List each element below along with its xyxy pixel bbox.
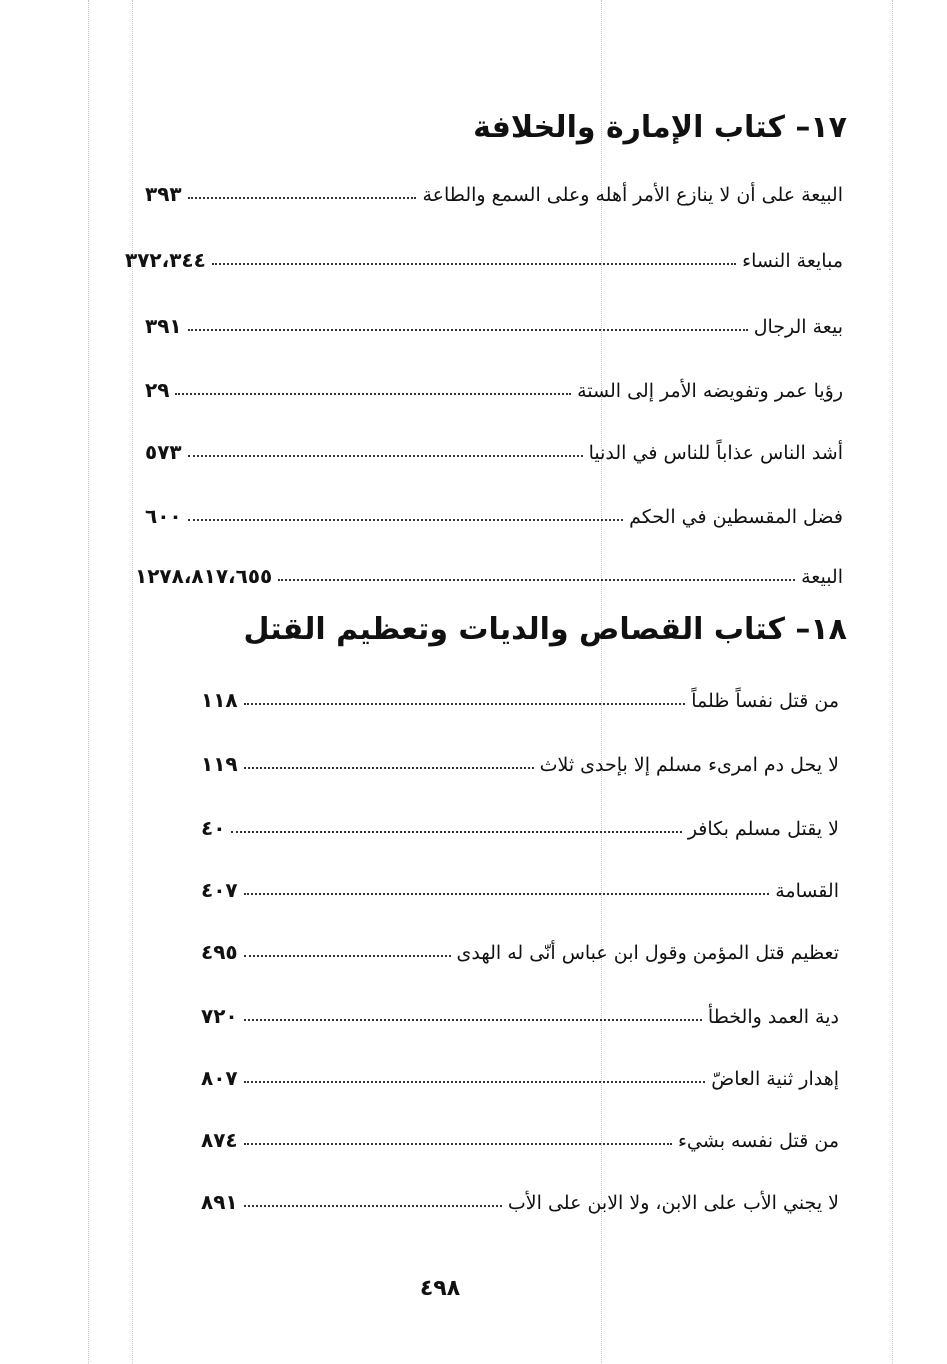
entry-pages: ٨٩١ (201, 1190, 238, 1214)
dot-leader (244, 703, 686, 705)
index-entry (199, 1116, 839, 1152)
dot-leader (244, 893, 770, 895)
index-entry (199, 1178, 839, 1214)
entry-title: تعظيم قتل المؤمن وقول ابن عباس أنّى له الهدى (456, 942, 839, 964)
index-entry (143, 366, 843, 402)
index-entry (143, 170, 843, 206)
dot-leader (244, 1019, 702, 1021)
entry-pages: ٤٩٥ (201, 940, 238, 964)
dot-leader (212, 263, 736, 265)
index-entry (143, 302, 843, 338)
entry-title: القسامة (775, 880, 839, 902)
entry-pages: ٤٠ (201, 816, 226, 840)
entry-title: لا يجني الأب على الابن، ولا الابن على الأب (507, 1192, 839, 1214)
dot-leader (175, 393, 571, 395)
index-entry (199, 992, 839, 1028)
entry-pages: ٨٧٤ (201, 1128, 238, 1152)
index-entry (133, 552, 843, 588)
dot-leader (244, 1143, 672, 1145)
entry-pages: ١٢٧٨،٨١٧،٦٥٥ (135, 564, 273, 588)
dot-leader (278, 579, 795, 581)
index-entry (199, 866, 839, 902)
dot-leader (244, 1205, 502, 1207)
entry-title: البيعة (801, 566, 843, 588)
entry-pages: ٣٧٢،٣٤٤ (125, 248, 206, 272)
entry-pages: ١١٩ (201, 752, 238, 776)
entry-pages: ١١٨ (201, 688, 238, 712)
entry-pages: ٣٩١ (145, 314, 182, 338)
index-entry (199, 676, 839, 712)
index-entry (143, 428, 843, 464)
index-entry (199, 740, 839, 776)
dot-leader (231, 831, 681, 833)
entry-pages: ٤٠٧ (201, 878, 238, 902)
entry-pages: ٣٩٣ (145, 182, 182, 206)
entry-title: إهدار ثنية العاضّ (711, 1068, 839, 1090)
index-entry (143, 492, 843, 528)
dot-leader (244, 767, 534, 769)
index-entry (199, 928, 839, 964)
entry-pages: ٥٧٣ (145, 440, 182, 464)
entry-pages: ٨٠٧ (201, 1066, 238, 1090)
dot-leader (244, 955, 451, 957)
entry-pages: ٦٠٠ (145, 504, 182, 528)
entry-title: لا يحل دم امرىء مسلم إلا بإحدى ثلاث (539, 754, 839, 776)
dot-leader (244, 1081, 706, 1083)
index-entry (199, 1054, 839, 1090)
entry-title: فضل المقسطين في الحكم (629, 506, 843, 528)
dot-leader (188, 329, 748, 331)
entry-title: لا يقتل مسلم بكافر (687, 818, 839, 840)
entry-title: من قتل نفساً ظلماً (691, 690, 839, 712)
entry-title: رؤيا عمر وتفويضه الأمر إلى الستة (577, 380, 843, 402)
entry-title: من قتل نفسه بشيء (677, 1130, 839, 1152)
index-entry (199, 804, 839, 840)
section-heading: ١٧– كتاب الإمارة والخلافة (473, 110, 847, 145)
entry-title: دية العمد والخطأ (707, 1006, 839, 1028)
dot-leader (188, 455, 583, 457)
page-number: ٤٩٨ (419, 1276, 461, 1301)
entry-title: مبايعة النساء (742, 250, 843, 272)
entry-pages: ٧٢٠ (201, 1004, 238, 1028)
entry-title: بيعة الرجال (753, 316, 843, 338)
entry-title: أشد الناس عذاباً للناس في الدنيا (588, 442, 843, 464)
entry-title: البيعة على أن لا ينازع الأمر أهله وعلى السمع والطاعة (422, 184, 843, 206)
dot-leader (188, 519, 624, 521)
section-heading: ١٨– كتاب القصاص والديات وتعظيم القتل (243, 612, 847, 647)
index-entry (123, 236, 843, 272)
entry-pages: ٢٩ (145, 378, 170, 402)
dot-leader (188, 197, 417, 199)
